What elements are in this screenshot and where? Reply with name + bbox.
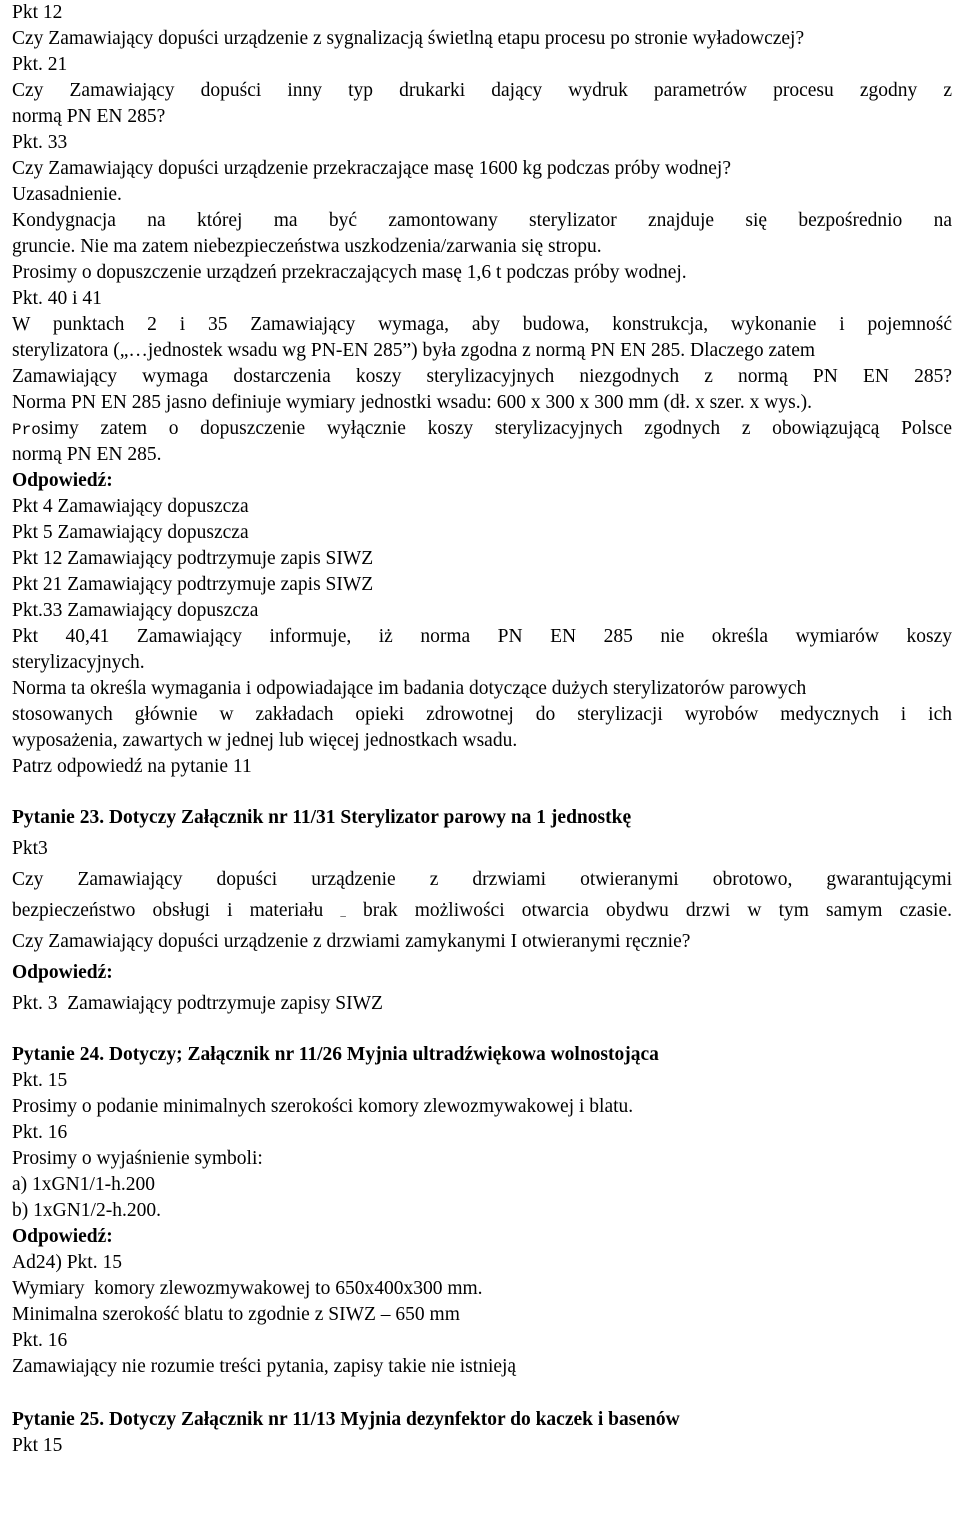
spacer [12,1019,952,1042]
text-line: Czy Zamawiający dopuści urządzenie z sygnalizacją świetlną etapu procesu po stronie wyładowczej? [12,28,805,49]
question-subject: Dotyczy Załącznik nr 11/13 Myjnia dezynfektor do kaczek i basenów [104,1409,680,1430]
text-line [12,895,952,926]
answer-line: Pkt.33 Zamawiający dopuszcza [12,600,259,621]
answer-line: Patrz odpowiedź na pytanie 11 [12,756,252,777]
question-subject: Dotyczy Załącznik nr 11/31 Sterylizator parowy na 1 jednostkę [104,807,632,828]
text-line: Pkt. 33 [12,132,68,153]
text-line: sterylizatora („…jednostek wsadu wg PN-EN 285”) była zgodna z normą PN EN 285. Dlaczego zatem [12,340,816,361]
text-line: normą PN EN 285? [12,106,166,127]
text-line: Pkt 15 [12,1435,63,1456]
text-line: Pkt3 [12,838,48,859]
text-line: b) 1xGN1/2-h.200. [12,1200,161,1221]
text-line: Pkt 12 [12,2,63,23]
dash-glyph: – [340,910,346,922]
answer-line: Zamawiający nie rozumie treści pytania, zapisy takie nie istnieją [12,1356,517,1377]
answer-label: Odpowiedź: [12,470,113,491]
answer-line: sterylizacyjnych. [12,652,145,673]
text-line: a) 1xGN1/1-h.200 [12,1174,155,1195]
answer-label: Odpowiedź: [12,1226,113,1247]
answer-label: Odpowiedź: [12,962,113,983]
text-line: gruncie. Nie ma zatem niebezpieczeństwa uszkodzenia/zarwania się stropu. [12,236,602,257]
text-line: Pkt. 16 [12,1122,68,1143]
text-line: Norma PN EN 285 jasno definiuje wymiary jednostki wsadu: 600 x 300 x 300 mm (dł. x szer. x wys.). [12,392,812,413]
question-number: Pytanie 25. [12,1409,105,1430]
text-line [12,416,952,442]
text-line: Uzasadnienie. [12,184,122,205]
answer-line: Wymiary komory zlewozmywakowej to 650x400x300 mm. [12,1278,483,1299]
answer-line: Pkt 12 Zamawiający podtrzymuje zapis SIWZ [12,548,374,569]
text-line: W punktach 2 i 35 Zamawiający wymaga, aby budowa, konstrukcja, wykonanie i pojemność [12,314,952,335]
question-number: Pytanie 23. [12,807,105,828]
answer-line: Ad24) Pkt. 15 [12,1252,122,1273]
text-line: Czy Zamawiający dopuści urządzenie przekraczające masę 1600 kg podczas próby wodnej? [12,158,732,179]
answer-line: stosowanych głównie w zakładach opieki zdrowotnej do sterylizacji wyrobów medycznych i ich [12,704,952,725]
answer-line: Pkt 21 Zamawiający podtrzymuje zapis SIWZ [12,574,374,595]
text-line: Czy Zamawiający dopuści inny typ drukarki dający wydruk parametrów procesu zgodny z [12,80,952,101]
answer-line: Pkt 5 Zamawiający dopuszcza [12,522,249,543]
answer-line: Minimalna szerokość blatu to zgodnie z SIWZ – 650 mm [12,1304,460,1325]
text-line: Czy Zamawiający dopuści urządzenie z drzwiami zamykanymi I otwieranymi ręcznie? [12,931,691,952]
spacer [12,780,952,802]
text-line: Czy Zamawiający dopuści urządzenie z drzwiami otwieranymi obrotowo, gwarantującymi [12,869,952,890]
question-heading [12,1407,952,1433]
answer-line: Pkt 40,41 Zamawiający informuje, iż norma PN EN 285 nie określa wymiarów koszy [12,626,952,647]
spacer [12,1380,952,1407]
text-line: Prosimy o dopuszczenie urządzeń przekraczających masę 1,6 t podczas próby wodnej. [12,262,687,283]
text-line: Pkt. 21 [12,54,68,75]
question-heading [12,802,952,833]
answer-line: wyposażenia, zawartych w jednej lub więcej jednostkach wsadu. [12,730,518,751]
answer-line: Pkt 4 Zamawiający dopuszcza [12,496,249,517]
text-line: Prosimy o podanie minimalnych szerokości komory zlewozmywakowej i blatu. [12,1096,634,1117]
answer-line: Pkt. 16 [12,1330,68,1351]
document-page [12,0,952,1459]
text-line: Pkt. 40 i 41 [12,288,102,309]
text-line: Zamawiający wymaga dostarczenia koszy sterylizacyjnych niezgodnych z normą PN EN 285? [12,366,952,387]
text-line: normą PN EN 285. [12,444,162,465]
text-line: Kondygnacja na której ma być zamontowany sterylizator znajduje się bezpośrednio na [12,210,952,231]
mono-fragment: Pro [12,421,41,439]
text-fragment: bezpieczeństwo obsługi i materiału [12,900,324,921]
text-fragment: brak możliwości otwarcia obydwu drzwi w tym samym czasie. [362,900,952,921]
answer-line: Norma ta określa wymagania i odpowiadające im badania dotyczące dużych sterylizatorów parowych [12,678,807,699]
text-fragment: simy zatem o dopuszczenie wyłącznie koszy sterylizacyjnych zgodnych z obowiązującą Polsce [40,418,952,439]
answer-line: Pkt. 3 Zamawiający podtrzymuje zapisy SIWZ [12,993,383,1014]
question-subject: Dotyczy; Załącznik nr 11/26 Myjnia ultradźwiękowa wolnostojąca [104,1044,659,1065]
text-line: Prosimy o wyjaśnienie symboli: [12,1148,263,1169]
question-number: Pytanie 24. [12,1044,105,1065]
question-heading [12,1042,952,1068]
text-line: Pkt. 15 [12,1070,68,1091]
